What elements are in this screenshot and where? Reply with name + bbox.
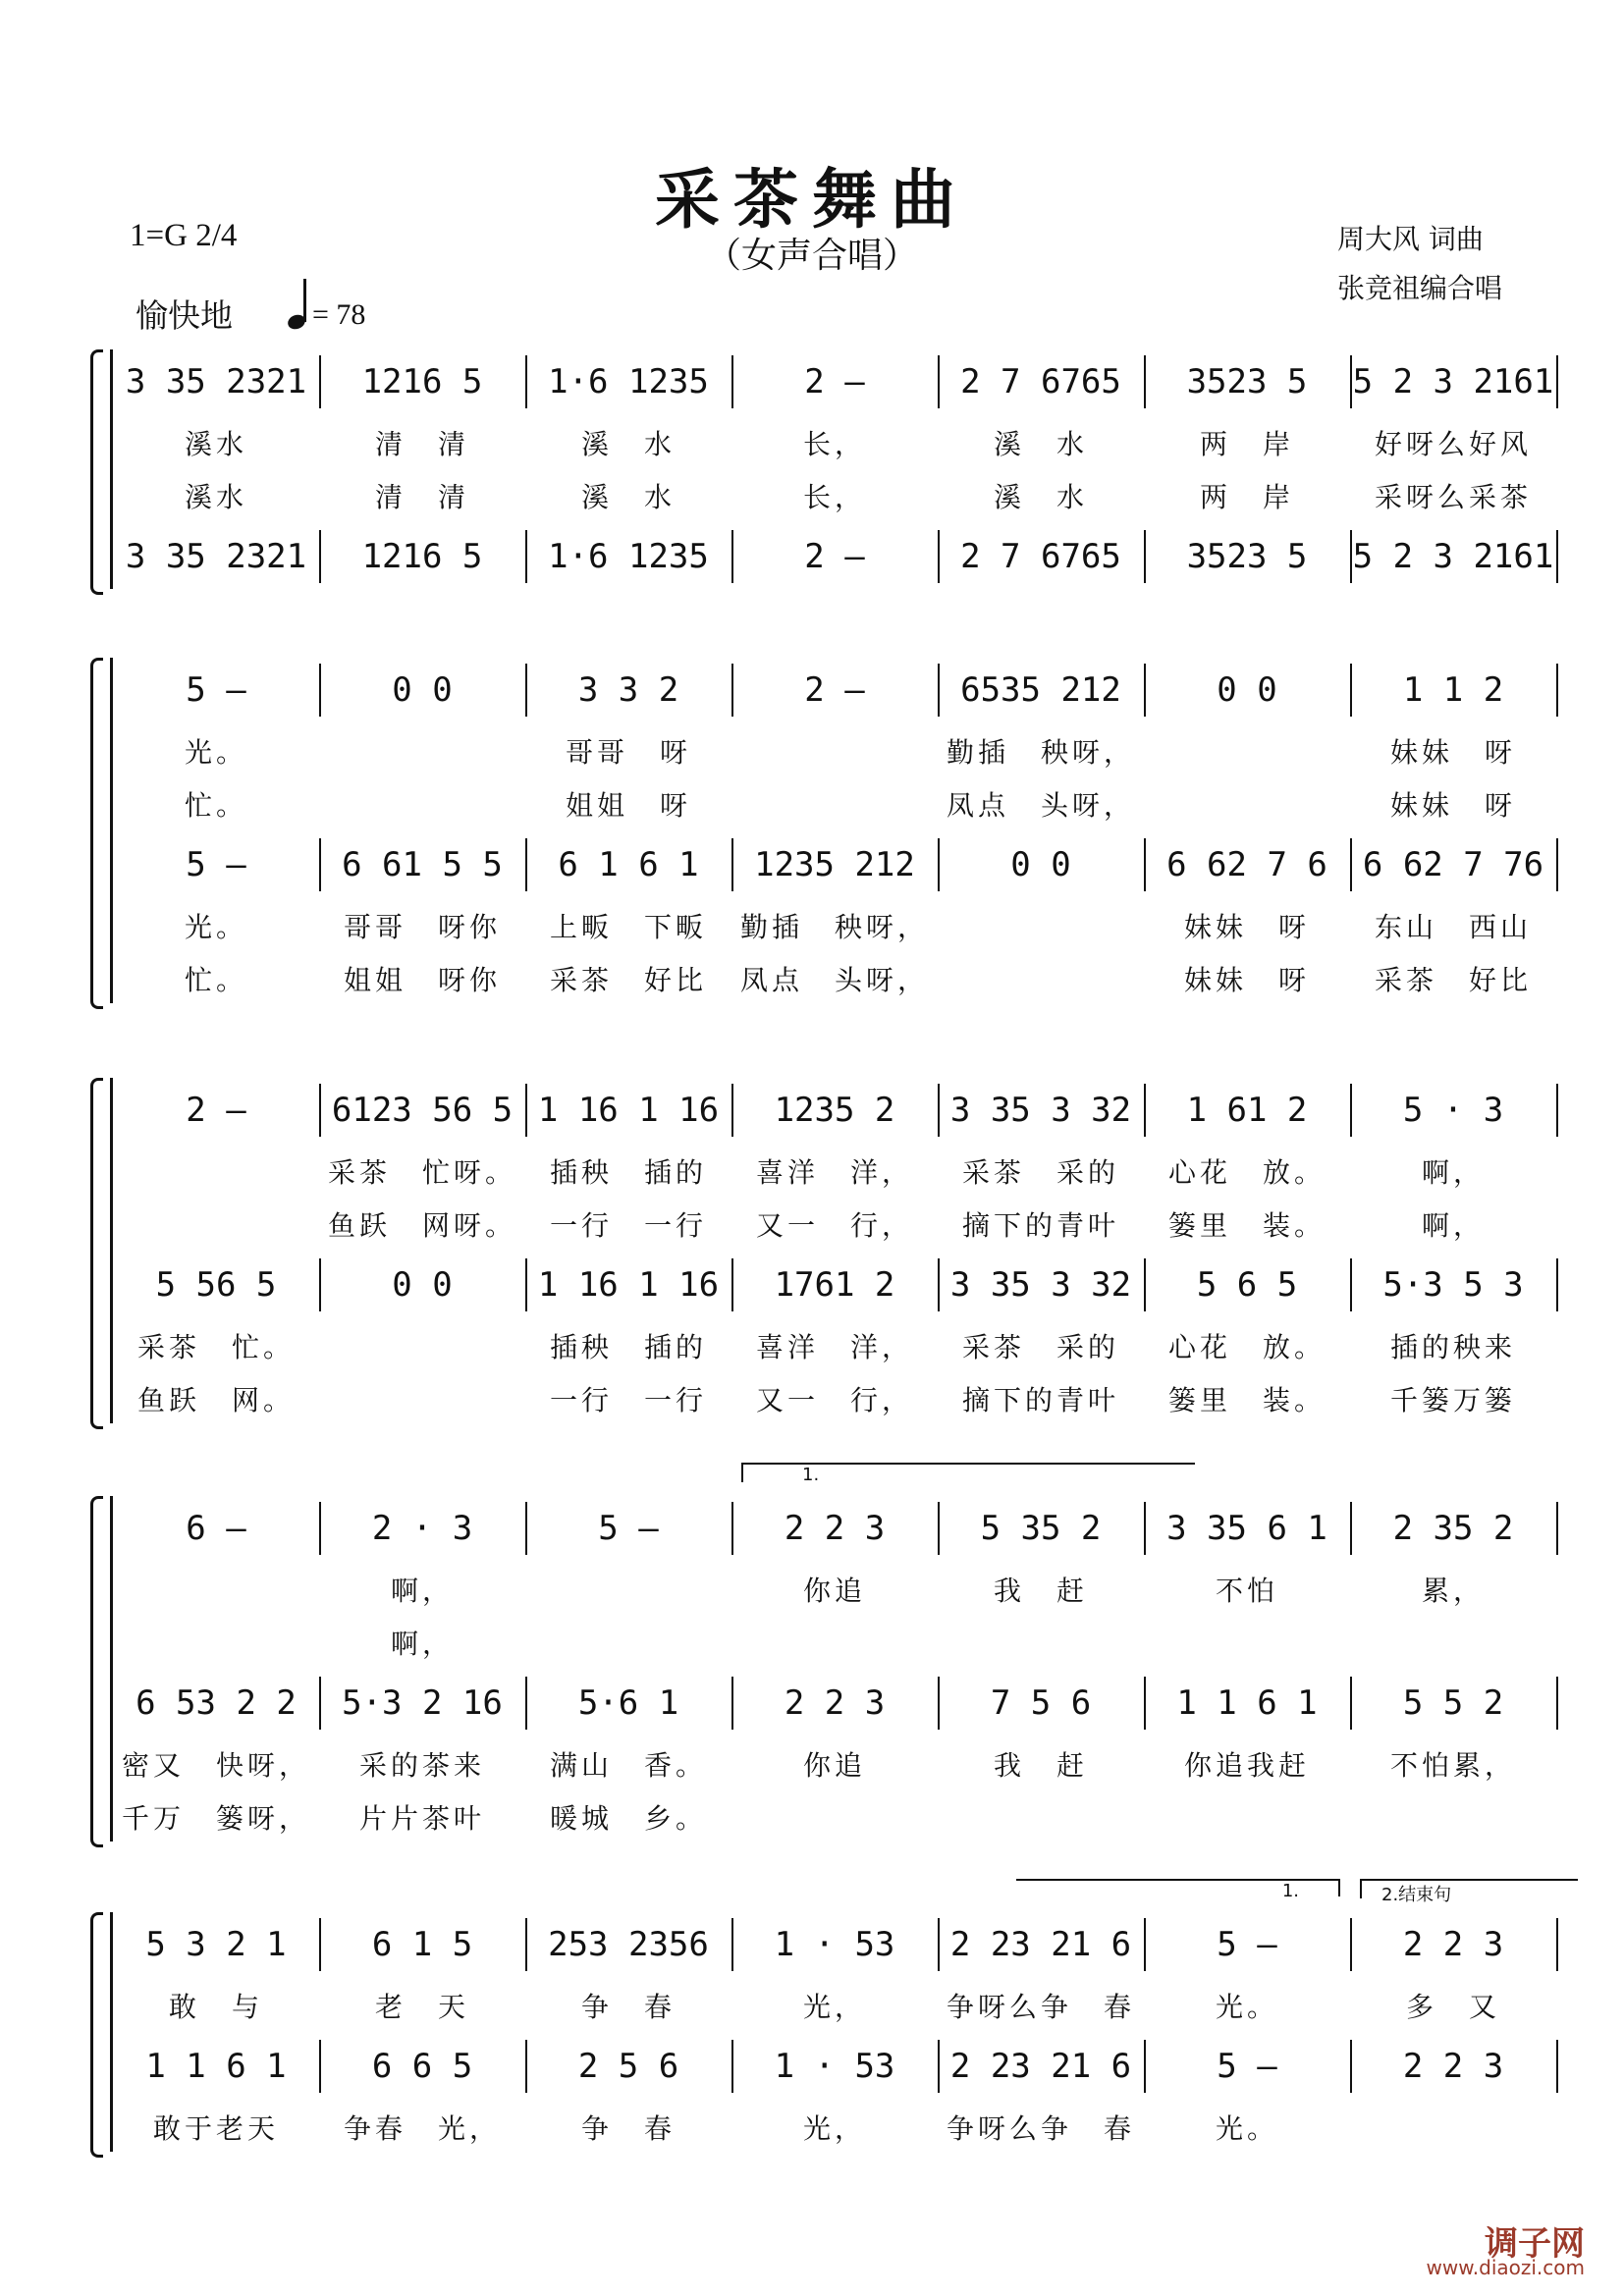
- measure-notes: 1·6 1235: [548, 362, 709, 401]
- notation-row: [113, 1673, 1556, 1734]
- quarter-note-icon: [287, 277, 310, 332]
- system-bracket: [90, 349, 103, 595]
- measure-lyric: 两 岸: [1199, 428, 1294, 460]
- measure-notes: 3 35 2321: [125, 362, 307, 401]
- measure-lyric: 老 天: [374, 1991, 469, 2023]
- measure-notes: 1 61 2: [1186, 1091, 1308, 1130]
- measure-notes: 2 5 6: [577, 2047, 679, 2086]
- measure-notes: 2 —: [804, 537, 865, 576]
- measure-lyric: 哥哥 呀你: [343, 911, 501, 943]
- system-bracket: [90, 658, 103, 1009]
- measure-notes: 3 35 2321: [125, 537, 307, 576]
- measure-lyric: 忙。: [184, 789, 247, 822]
- volta-ending-2: 2.结束句: [1360, 1879, 1578, 1898]
- measure-lyric: 溪 水: [993, 481, 1088, 513]
- measure-lyric: [1350, 1794, 1556, 1843]
- measure-lyric: 心花 放。: [1167, 1331, 1326, 1363]
- measure-notes: 5 · 3: [1402, 1091, 1504, 1130]
- measure-notes: 3523 5: [1186, 362, 1308, 401]
- measure-lyric: 千万 篓呀，: [121, 1802, 310, 1835]
- lyrics-row: [113, 781, 1556, 830]
- measure-lyric: [1144, 1794, 1350, 1843]
- measure-notes: 2 7 6765: [960, 362, 1121, 401]
- bar-line: [1556, 1918, 1558, 1971]
- measure-lyric: 争 春: [580, 2112, 676, 2145]
- lyrics-row: [113, 728, 1556, 777]
- measure-lyric: 暖城 乡。: [549, 1802, 707, 1835]
- measure-lyric: 采茶 忙呀。: [327, 1156, 516, 1189]
- measure-lyric: 姐姐 呀: [565, 789, 691, 822]
- measure-notes: 1 1 6 1: [1176, 1683, 1318, 1723]
- measure-notes: 1761 2: [774, 1265, 895, 1305]
- measure-notes: 5 6 5: [1196, 1265, 1298, 1305]
- system-line: [110, 658, 113, 1003]
- measure-notes: 1 16 1 16: [537, 1091, 720, 1130]
- measure-lyric: 凤点 头呀，: [946, 789, 1135, 822]
- measure-lyric: 妹妹 呀: [1389, 736, 1516, 769]
- measure-lyric: 采茶 好比: [1374, 964, 1532, 996]
- measure-notes: 6 61 5 5: [342, 845, 503, 884]
- measure-lyric: [938, 1794, 1144, 1843]
- measure-lyric: [938, 956, 1144, 1005]
- system-bracket: [90, 1496, 103, 1847]
- measure-notes: 1 1 2: [1402, 670, 1504, 710]
- measure-lyric: 啊，: [1421, 1156, 1485, 1189]
- measure-lyric: 插秧 插的: [549, 1156, 707, 1189]
- measure-lyric: 长，: [802, 481, 866, 513]
- measure-lyric: 上畈 下畈: [549, 911, 707, 943]
- measure-lyric: 啊，: [390, 1575, 454, 1607]
- measure-lyric: 好呀么好风: [1374, 428, 1532, 460]
- lyrics-row: [113, 1323, 1556, 1372]
- measure-lyric: [319, 1323, 525, 1372]
- measure-notes: 1235 2: [774, 1091, 895, 1130]
- measure-lyric: 篓里 装。: [1167, 1209, 1326, 1242]
- measure-lyric: 摘下的青叶: [961, 1209, 1119, 1242]
- measure-notes: 3 3 2: [577, 670, 679, 710]
- measure-notes: 0 0: [1010, 845, 1071, 884]
- measure-notes: 2 35 2: [1392, 1509, 1514, 1548]
- measure-notes: 253 2356: [548, 1925, 709, 1964]
- credit-lyrics: 周大风 词曲: [1337, 223, 1484, 255]
- measure-lyric: [1350, 1620, 1556, 1669]
- lyrics-row: [113, 903, 1556, 952]
- measure-notes: 7 5 6: [990, 1683, 1092, 1723]
- measure-lyric: 光。: [184, 736, 247, 769]
- notation-row: [113, 2036, 1556, 2097]
- measure-lyric: 多 又: [1405, 1991, 1500, 2023]
- measure-lyric: 满山 香。: [549, 1749, 707, 1782]
- measure-lyric: 妹妹 呀: [1183, 911, 1310, 943]
- bar-line: [1556, 1502, 1558, 1555]
- measure-notes: 5 2 3 2161: [1352, 362, 1554, 401]
- measure-notes: 0 0: [1217, 670, 1277, 710]
- tempo-value: = 78: [312, 298, 366, 331]
- system-bracket: [90, 1912, 103, 2158]
- measure-notes: 5 5 2: [1402, 1683, 1504, 1723]
- measure-notes: 5 3 2 1: [145, 1925, 287, 1964]
- measure-lyric: 溪水: [184, 481, 247, 513]
- measure-lyric: 光。: [184, 911, 247, 943]
- measure-lyric: 啊，: [390, 1628, 454, 1660]
- measure-lyric: 妹妹 呀: [1183, 964, 1310, 996]
- measure-lyric: 鱼跃 网。: [136, 1384, 295, 1416]
- measure-lyric: 敢于老天: [152, 2112, 279, 2145]
- measure-lyric: [113, 1567, 319, 1616]
- notation-row: [113, 351, 1556, 412]
- measure-lyric: [938, 1620, 1144, 1669]
- measure-notes: 5 2 3 2161: [1352, 537, 1554, 576]
- measure-lyric: 光。: [1215, 1991, 1278, 2023]
- measure-lyric: 清 清: [374, 428, 469, 460]
- measure-notes: 6123 56 5: [331, 1091, 514, 1130]
- lyrics-row: [113, 1376, 1556, 1425]
- measure-notes: 5 —: [186, 845, 246, 884]
- measure-lyric: [731, 728, 938, 777]
- bar-line: [1556, 1258, 1558, 1311]
- measure-lyric: 争 春: [580, 1991, 676, 2023]
- notation-row: [113, 1914, 1556, 1975]
- measure-lyric: 片片茶叶: [358, 1802, 485, 1835]
- measure-lyric: 插秧 插的: [549, 1331, 707, 1363]
- volta-ending-1: 1.: [1016, 1879, 1340, 1896]
- measure-notes: 3523 5: [1186, 537, 1308, 576]
- measure-lyric: 你追我赶: [1183, 1749, 1310, 1782]
- measure-lyric: 又一 行，: [755, 1384, 913, 1416]
- measure-notes: 6 —: [186, 1509, 246, 1548]
- lyrics-row: [113, 420, 1556, 469]
- measure-lyric: 一行 一行: [549, 1384, 707, 1416]
- measure-lyric: [1144, 781, 1350, 830]
- measure-lyric: [525, 1567, 731, 1616]
- measure-notes: 2 2 3: [784, 1683, 886, 1723]
- measure-lyric: 采呀么采茶: [1374, 481, 1532, 513]
- lyrics-row: [113, 1201, 1556, 1251]
- notation-row: [113, 526, 1556, 587]
- measure-lyric: [319, 728, 525, 777]
- measure-lyric: 我 赶: [993, 1749, 1088, 1782]
- measure-notes: 6535 212: [960, 670, 1121, 710]
- measure-notes: 6 6 5: [371, 2047, 473, 2086]
- watermark-url: www.diaozi.com: [1426, 2256, 1585, 2279]
- measure-notes: 5 —: [1217, 1925, 1277, 1964]
- measure-lyric: 勤插 秧呀，: [739, 911, 929, 943]
- measure-notes: 2 7 6765: [960, 537, 1121, 576]
- measure-notes: 2 23 21 6: [949, 2047, 1132, 2086]
- measure-notes: 3 35 3 32: [949, 1265, 1132, 1305]
- measure-notes: 3 35 3 32: [949, 1091, 1132, 1130]
- measure-lyric: 光，: [802, 2112, 866, 2145]
- measure-lyric: 溪水: [184, 428, 247, 460]
- measure-notes: 5·3 5 3: [1382, 1265, 1524, 1305]
- notation-row: [113, 1255, 1556, 1315]
- system-bracket: [90, 1078, 103, 1429]
- measure-lyric: 东山 西山: [1374, 911, 1532, 943]
- measure-lyric: 采茶 好比: [549, 964, 707, 996]
- measure-notes: 3 35 6 1: [1166, 1509, 1327, 1548]
- measure-notes: 1216 5: [361, 362, 483, 401]
- measure-lyric: 千篓万篓: [1389, 1384, 1516, 1416]
- measure-lyric: 啊，: [1421, 1209, 1485, 1242]
- credit-arranger: 张竞祖编合唱: [1337, 272, 1503, 304]
- measure-lyric: 哥哥 呀: [565, 736, 691, 769]
- measure-notes: 2 23 21 6: [949, 1925, 1132, 1964]
- measure-lyric: 争春 光，: [343, 2112, 501, 2145]
- measure-lyric: [1144, 1620, 1350, 1669]
- measure-lyric: 溪 水: [580, 428, 676, 460]
- measure-notes: 2 —: [804, 362, 865, 401]
- measure-notes: 5 —: [1217, 2047, 1277, 2086]
- bar-line: [1556, 1677, 1558, 1730]
- system-line: [110, 349, 113, 589]
- system-line: [110, 1912, 113, 2152]
- notation-row: [113, 660, 1556, 721]
- measure-lyric: 光。: [1215, 2112, 1278, 2145]
- lyrics-row: [113, 1148, 1556, 1198]
- measure-lyric: 喜洋 洋，: [755, 1156, 913, 1189]
- measure-lyric: [731, 781, 938, 830]
- measure-lyric: 采的茶来: [358, 1749, 485, 1782]
- measure-notes: 2 2 3: [1402, 2047, 1504, 2086]
- measure-lyric: 争呀么争 春: [946, 1991, 1135, 2023]
- measure-lyric: [1350, 2105, 1556, 2154]
- measure-notes: 6 1 6 1: [558, 845, 699, 884]
- measure-lyric: 摘下的青叶: [961, 1384, 1119, 1416]
- bar-line: [1556, 355, 1558, 408]
- measure-lyric: 光，: [802, 1991, 866, 2023]
- measure-lyric: [319, 781, 525, 830]
- measure-lyric: [938, 903, 1144, 952]
- measure-lyric: 喜洋 洋，: [755, 1331, 913, 1363]
- measure-lyric: 篓里 装。: [1167, 1384, 1326, 1416]
- measure-notes: 1235 212: [754, 845, 915, 884]
- measure-notes: 1·6 1235: [548, 537, 709, 576]
- watermark-logo: 调子网: [1485, 2224, 1585, 2264]
- measure-notes: 6 62 7 6: [1166, 845, 1327, 884]
- notation-row: [113, 1080, 1556, 1141]
- measure-notes: 1216 5: [361, 537, 483, 576]
- measure-notes: 5·3 2 16: [342, 1683, 503, 1723]
- measure-lyric: 插的秧来: [1389, 1331, 1516, 1363]
- measure-notes: 1 16 1 16: [537, 1265, 720, 1305]
- measure-notes: 2 2 3: [784, 1509, 886, 1548]
- measure-lyric: 采茶 采的: [961, 1331, 1119, 1363]
- bar-line: [1556, 1084, 1558, 1137]
- measure-lyric: 勤插 秧呀，: [946, 736, 1135, 769]
- measure-lyric: 溪 水: [993, 428, 1088, 460]
- volta-ending-1: 1.: [741, 1463, 1195, 1482]
- song-title: 采茶舞曲: [655, 161, 969, 238]
- measure-lyric: [319, 1376, 525, 1425]
- bar-line: [1556, 2040, 1558, 2093]
- measure-lyric: 累，: [1421, 1575, 1485, 1607]
- measure-notes: 1 · 53: [774, 2047, 895, 2086]
- lyrics-row: [113, 1741, 1556, 1790]
- measure-lyric: 凤点 头呀，: [739, 964, 929, 996]
- notation-row: [113, 834, 1556, 895]
- measure-lyric: [731, 1620, 938, 1669]
- measure-lyric: [113, 1201, 319, 1251]
- measure-lyric: 你追: [802, 1575, 866, 1607]
- measure-lyric: [731, 1794, 938, 1843]
- measure-lyric: 鱼跃 网呀。: [327, 1209, 516, 1242]
- measure-lyric: 心花 放。: [1167, 1156, 1326, 1189]
- measure-lyric: [113, 1620, 319, 1669]
- measure-lyric: 密又 快呀，: [121, 1749, 310, 1782]
- measure-notes: 2 —: [804, 670, 865, 710]
- measure-notes: 6 53 2 2: [135, 1683, 297, 1723]
- key-signature: 1=G 2/4: [130, 218, 238, 253]
- measure-lyric: 不怕累，: [1389, 1749, 1516, 1782]
- measure-lyric: [1144, 728, 1350, 777]
- measure-lyric: 溪 水: [580, 481, 676, 513]
- measure-lyric: 争呀么争 春: [946, 2112, 1135, 2145]
- bar-line: [1556, 838, 1558, 891]
- measure-lyric: 一行 一行: [549, 1209, 707, 1242]
- measure-notes: 2 —: [186, 1091, 246, 1130]
- measure-lyric: 采茶 采的: [961, 1156, 1119, 1189]
- lyrics-row: [113, 473, 1556, 522]
- measure-notes: 6 1 5: [371, 1925, 473, 1964]
- system-line: [110, 1078, 113, 1423]
- lyrics-row: [113, 1794, 1556, 1843]
- measure-notes: 0 0: [392, 670, 453, 710]
- measure-lyric: [525, 1620, 731, 1669]
- lyrics-row: [113, 2105, 1556, 2154]
- song-subtitle: （女声合唱）: [705, 236, 918, 276]
- measure-lyric: 你追: [802, 1749, 866, 1782]
- measure-notes: 5 35 2: [980, 1509, 1102, 1548]
- measure-lyric: 又一 行，: [755, 1209, 913, 1242]
- measure-lyric: 采茶 忙。: [136, 1331, 295, 1363]
- measure-lyric: 清 清: [374, 481, 469, 513]
- measure-lyric: 敢 与: [168, 1991, 263, 2023]
- measure-lyric: 忙。: [184, 964, 247, 996]
- measure-notes: 5 —: [598, 1509, 659, 1548]
- measure-notes: 6 62 7 76: [1362, 845, 1544, 884]
- bar-line: [1556, 530, 1558, 583]
- measure-lyric: 姐姐 呀你: [343, 964, 501, 996]
- measure-lyric: 妹妹 呀: [1389, 789, 1516, 822]
- system-line: [110, 1496, 113, 1842]
- measure-notes: 0 0: [392, 1265, 453, 1305]
- notation-row: [113, 1498, 1556, 1559]
- measure-lyric: 不怕: [1215, 1575, 1278, 1607]
- measure-notes: 1 · 53: [774, 1925, 895, 1964]
- measure-lyric: 我 赶: [993, 1575, 1088, 1607]
- lyrics-row: [113, 1567, 1556, 1616]
- lyrics-row: [113, 1620, 1556, 1669]
- bar-line: [1556, 664, 1558, 717]
- measure-notes: 5 56 5: [155, 1265, 277, 1305]
- measure-notes: 2 · 3: [371, 1509, 473, 1548]
- lyrics-row: [113, 956, 1556, 1005]
- measure-lyric: [113, 1148, 319, 1198]
- measure-lyric: 两 岸: [1199, 481, 1294, 513]
- measure-notes: 1 1 6 1: [145, 2047, 287, 2086]
- measure-notes: 5 —: [186, 670, 246, 710]
- measure-notes: 5·6 1: [577, 1683, 679, 1723]
- lyrics-row: [113, 1983, 1556, 2032]
- measure-lyric: 长，: [802, 428, 866, 460]
- measure-notes: 2 2 3: [1402, 1925, 1504, 1964]
- tempo-marking: 愉快地: [135, 296, 233, 335]
